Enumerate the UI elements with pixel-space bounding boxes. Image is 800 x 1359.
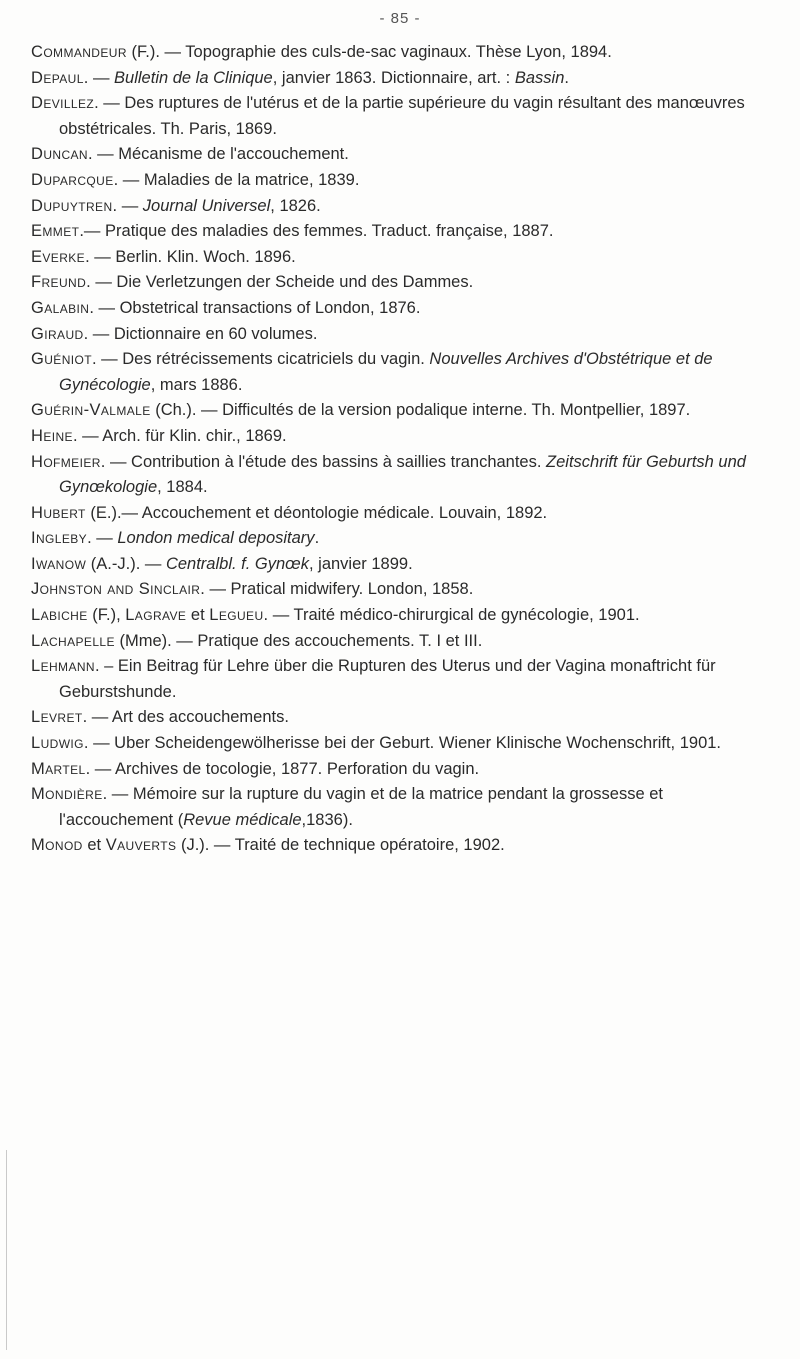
entry-text: . — Maladies de la matrice, 1839. bbox=[113, 170, 360, 189]
page-number: - 85 - bbox=[379, 10, 421, 27]
entry-text: (F.). — Topographie des culs-de-sac vaginaux. Thèse Lyon, 1894. bbox=[126, 43, 612, 61]
entry-text: .— Pratique des maladies des femmes. Traduct. française, 1887. bbox=[79, 222, 554, 241]
entry-text: . bbox=[314, 529, 320, 548]
entry-text: (J.). — Traité de technique opératoire, 1902. bbox=[176, 836, 505, 855]
entry-text: , janvier 1863. Dictionnaire, art. : bbox=[272, 68, 515, 87]
entry-text: . — Contribution à l'étude des bassins à saillies tranchantes. bbox=[100, 452, 547, 471]
entry-author: Legueu bbox=[209, 606, 264, 625]
entry-author: Martel bbox=[31, 759, 86, 778]
entry-author: Ingleby bbox=[31, 529, 88, 548]
entry-author: Duncan bbox=[31, 145, 88, 164]
entry-text: . — Pratical midwifery. London, 1858. bbox=[200, 580, 474, 599]
scan-margin-line bbox=[6, 1150, 7, 1350]
bibliography-entry-iwanow bbox=[31, 552, 771, 578]
entry-text: . bbox=[564, 68, 569, 87]
bibliography-entry-ingleby bbox=[31, 526, 771, 552]
entry-text: . — bbox=[83, 68, 115, 87]
bibliography-entry-hubert bbox=[31, 501, 771, 527]
entry-title: Centralbl. f. Gynœk bbox=[165, 554, 309, 573]
entry-author: Depaul bbox=[31, 68, 84, 87]
entry-text: . — Art des accouchements. bbox=[82, 708, 289, 727]
entry-text: . — bbox=[87, 529, 118, 548]
entry-text: (E.).— Accouchement et déontologie médicale. Louvain, 1892. bbox=[85, 503, 548, 522]
entry-title: Nouvelles Archives d'Obstétrique et de Gynécologie bbox=[59, 350, 713, 394]
entry-author: Labiche bbox=[31, 606, 88, 625]
bibliography-entry-guerin-valmale bbox=[31, 398, 771, 424]
bibliography-entry-depaul bbox=[31, 66, 771, 92]
bibliography-entry-mondiere bbox=[31, 782, 771, 833]
entry-text: . — Uber Scheidengewölherisse bei der Geburt. Wiener Klinische Wochenschrift, 1901. bbox=[83, 734, 722, 753]
entry-author: Johnston and Sinclair bbox=[31, 580, 201, 599]
entry-title: Bulletin de la Clinique bbox=[114, 68, 273, 87]
entry-author: Galabin bbox=[31, 298, 90, 317]
entry-text: . — bbox=[112, 196, 143, 215]
entry-text: . — Traité médico-chirurgical de gynécologie, 1901. bbox=[263, 606, 640, 625]
bibliography-entry-ludwig bbox=[31, 731, 771, 757]
entry-text: . — Des rétrécissements cicatriciels du vagin. bbox=[91, 350, 430, 369]
entry-author: Hofmeier bbox=[31, 452, 101, 471]
entry-text: . — Arch. für Klin. chir., 1869. bbox=[72, 426, 287, 445]
entry-text: . — Die Verletzungen der Scheide und des Dammes. bbox=[86, 273, 474, 292]
entry-author: Ludwig bbox=[31, 734, 84, 753]
bibliography-entry-dupuytren bbox=[31, 194, 771, 220]
entry-text: et bbox=[186, 606, 210, 625]
entry-text: . – Ein Beitrag für Lehre über die Rupturen des Uterus und der Vagina monaftricht für Geburstshunde. bbox=[59, 657, 716, 701]
entry-text: , janvier 1899. bbox=[309, 554, 413, 573]
bibliography-entry-everke bbox=[31, 245, 771, 271]
bibliography-entry-galabin bbox=[31, 296, 771, 322]
entry-text: , mars 1886. bbox=[150, 375, 243, 394]
entry-title: Zeitschrift für Geburtsh und Gynœkologie bbox=[59, 452, 746, 497]
bibliography-entry-commandeur bbox=[31, 40, 771, 66]
entry-author: Monod bbox=[31, 836, 83, 855]
entry-author: Emmet bbox=[31, 222, 80, 241]
bibliography-entry-monod-vauverts bbox=[31, 833, 771, 859]
entry-text: . — Obstetrical transactions of London, 1876. bbox=[89, 298, 421, 317]
entry-author: Iwanow bbox=[31, 554, 87, 573]
entry-author: Guérin-Valmale bbox=[31, 401, 151, 420]
bibliography-entry-hofmeier bbox=[31, 450, 771, 501]
bibliography-entry-labiche bbox=[31, 603, 771, 629]
entry-author: Everke bbox=[31, 247, 86, 266]
entry-author: Guéniot bbox=[31, 350, 92, 369]
entry-author: Duparcque bbox=[31, 170, 114, 189]
bibliography-entry-freund bbox=[31, 270, 771, 296]
entry-text: . — Mécanisme de l'accouchement. bbox=[87, 145, 349, 164]
entry-title: Revue médicale bbox=[183, 810, 302, 829]
entry-author: Devillez bbox=[31, 94, 95, 113]
bibliography-entry-gueniot bbox=[31, 347, 771, 398]
entry-author: Giraud bbox=[31, 324, 84, 343]
bibliography-entry-levret bbox=[31, 705, 771, 731]
entry-text: et bbox=[82, 836, 106, 855]
entry-author: Dupuytren bbox=[31, 196, 113, 215]
bibliography-entry-heine bbox=[31, 424, 771, 450]
entry-text: . — Berlin. Klin. Woch. 1896. bbox=[85, 247, 296, 266]
entry-author: Commandeur bbox=[31, 43, 127, 61]
entry-text: (A.-J.). — bbox=[86, 554, 166, 573]
entry-author: Hubert bbox=[31, 503, 86, 522]
entry-text: . — Archives de tocologie, 1877. Perforation du vagin. bbox=[85, 759, 480, 778]
bibliography-list bbox=[31, 40, 771, 859]
entry-text: . — Mémoire sur la rupture du vagin et de la matrice pendant la grossesse et l'accouchement ( bbox=[59, 785, 663, 829]
entry-text: , 1884. bbox=[157, 478, 208, 497]
entry-author: Lehmann bbox=[31, 657, 95, 676]
entry-author: Lachapelle bbox=[31, 631, 115, 650]
entry-text: (Mme). — Pratique des accouchements. T. I et III. bbox=[114, 631, 483, 650]
bibliography-entry-duparcque bbox=[31, 168, 771, 194]
bibliography-entry-giraud bbox=[31, 322, 771, 348]
bibliography-entry-devillez bbox=[31, 91, 771, 142]
entry-author: Mondière bbox=[31, 785, 103, 804]
entry-text: (F.), bbox=[87, 606, 126, 625]
entry-author: Vauverts bbox=[105, 836, 177, 855]
entry-author: Heine bbox=[31, 426, 73, 445]
bibliography-entry-duncan bbox=[31, 142, 771, 168]
entry-text: (Ch.). — Difficultés de la version podalique interne. Th. Montpellier, 1897. bbox=[150, 401, 691, 420]
bibliography-entry-lehmann bbox=[31, 654, 771, 705]
bibliography-entry-martel bbox=[31, 757, 771, 783]
bibliography-entry-emmet bbox=[31, 219, 771, 245]
entry-text: . — Dictionnaire en 60 volumes. bbox=[83, 324, 318, 343]
entry-title: London medical depositary bbox=[117, 529, 315, 548]
entry-title: Journal Universel bbox=[142, 196, 271, 215]
entry-author: Freund bbox=[31, 273, 87, 292]
entry-text: . — Des ruptures de l'utérus et de la partie supérieure du vagin résultant des manœuvres obstétricales. Th. Paris, 1869. bbox=[59, 94, 745, 138]
entry-title: Bassin bbox=[514, 68, 565, 87]
bibliography-entry-lachapelle bbox=[31, 629, 771, 655]
entry-author: Levret bbox=[31, 708, 83, 727]
entry-text: ,1836). bbox=[301, 810, 353, 829]
entry-text: , 1826. bbox=[270, 196, 321, 215]
entry-author: Lagrave bbox=[125, 606, 187, 625]
bibliography-entry-johnston-sinclair bbox=[31, 577, 771, 603]
